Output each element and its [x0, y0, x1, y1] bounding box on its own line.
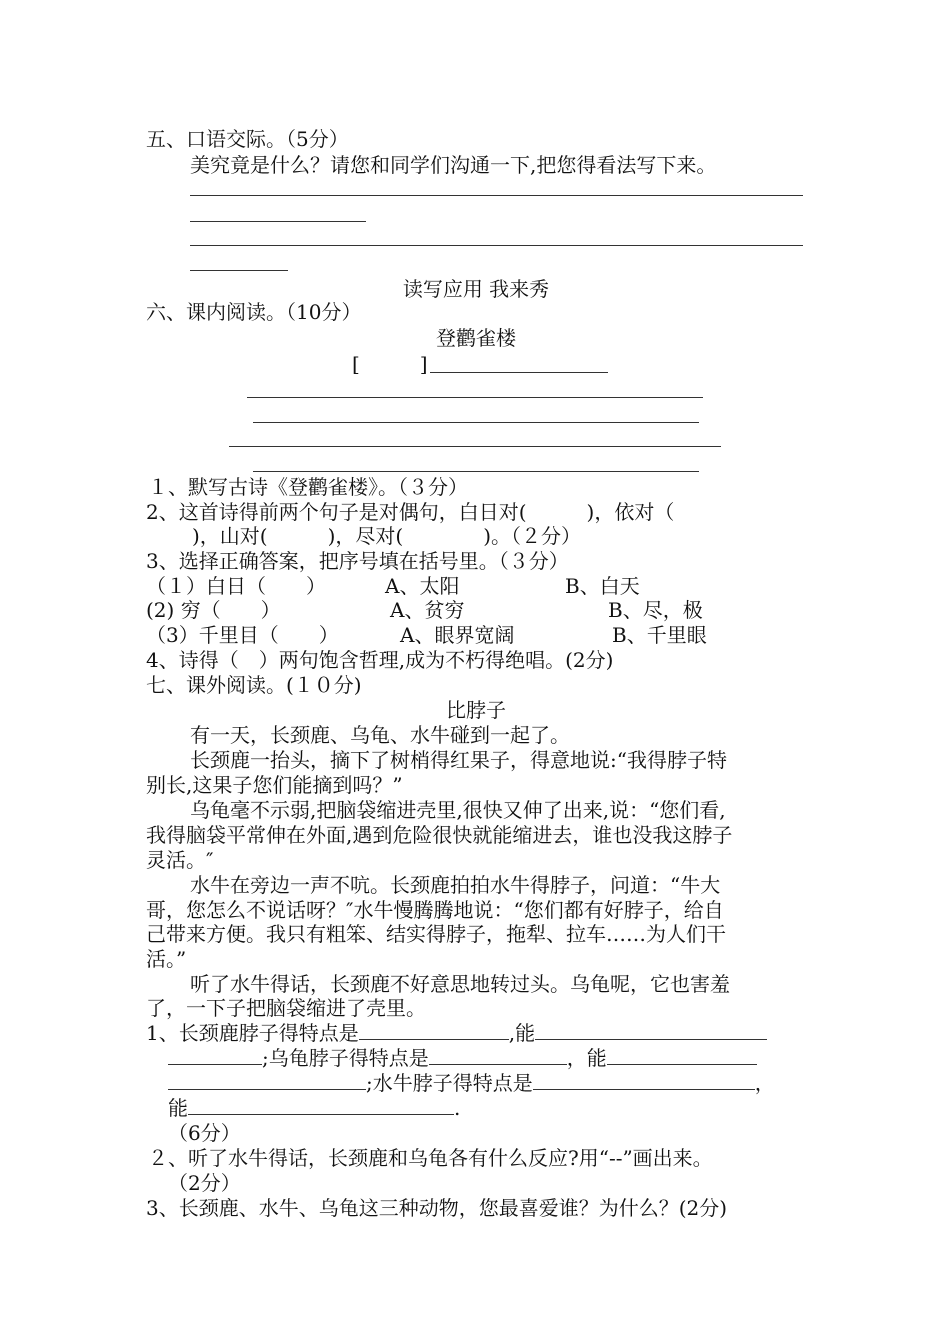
answer-line[interactable]: [190, 195, 803, 196]
poem-answer-line[interactable]: [247, 397, 703, 398]
story-paragraph-cont: 哥，您怎么不说话呀？″水牛慢腾腾地说：“您们都有好脖子，给自: [146, 898, 724, 922]
story-paragraph-cont: 别长,这果子您们能摘到吗？”: [146, 773, 403, 797]
story-paragraph-cont: 了，一下子把脑袋缩进了壳里。: [146, 996, 426, 1020]
s6-question-3: 3、选择正确答案，把序号填在括号里。（３分）: [146, 549, 569, 573]
author-answer-line[interactable]: [430, 372, 608, 373]
q3-option-a: A、贫穷: [390, 598, 465, 622]
q3-item: (2) 穷（ ）: [146, 598, 281, 622]
story-paragraph: 听了水牛得话，长颈鹿不好意思地转过头。乌龟呢，它也害羞: [190, 972, 730, 996]
poem-answer-line[interactable]: [253, 422, 699, 423]
section-5-prompt: 美究竟是什么？请您和同学们沟通一下,把您得看法写下来。: [190, 153, 717, 177]
s7-question-1-cont: [168, 1071, 775, 1095]
q3-option-a: A、眼界宽阔: [400, 623, 515, 647]
q3-item: （3）千里目（ ）: [146, 623, 339, 647]
answer-blank[interactable]: [429, 1046, 567, 1065]
poem-title: 登鹳雀楼: [436, 326, 516, 350]
poem-answer-line[interactable]: [229, 446, 721, 447]
answer-blank[interactable]: [168, 1071, 366, 1090]
story-paragraph-cont: 己带来方便。我只有粗笨、结实得脖子，拖犁、拉车……为人们干: [146, 922, 726, 946]
story-paragraph: 长颈鹿一抬头，摘下了树梢得红果子，得意地说:“我得脖子特: [190, 748, 727, 772]
s7-question-2: ２、听了水牛得话，长颈鹿和乌龟各有什么反应?用“--”画出来。: [148, 1146, 713, 1170]
answer-blank[interactable]: [607, 1046, 757, 1065]
q3-item: （１）白日（ ）: [146, 574, 326, 598]
q1-text: ,能: [508, 1021, 536, 1045]
story-paragraph-cont: 灵活。″: [146, 848, 214, 872]
section-5-heading: 五、口语交际。（5分）: [146, 127, 349, 151]
section-7-heading: 七、课外阅读。(１０分): [146, 673, 362, 697]
answer-blank[interactable]: [533, 1071, 755, 1090]
s6-question-2: 2、这首诗得前两个句子是对偶句，白日对( )，依对（: [146, 500, 675, 524]
answer-line[interactable]: [190, 270, 288, 271]
author-bracket: [ ]: [352, 352, 428, 376]
s7-question-1: [146, 1021, 767, 1045]
story-paragraph-cont: 活。”: [146, 947, 187, 971]
poem-answer-line[interactable]: [253, 471, 699, 472]
q1-text: 1、长颈鹿脖子得特点是: [146, 1021, 359, 1045]
s7-question-1-cont: [168, 1046, 757, 1070]
story-paragraph: 水牛在旁边一声不吭。长颈鹿拍拍水牛得脖子，问道：“牛大: [190, 873, 721, 897]
answer-blank[interactable]: [168, 1046, 262, 1065]
s7-question-2-score: （2分）: [168, 1171, 241, 1195]
section-6-heading: 六、课内阅读。（10分）: [146, 300, 362, 324]
q1-text: ;乌龟脖子得特点是: [262, 1046, 429, 1070]
q3-option-b: B、白天: [565, 574, 640, 598]
q1-text: ，: [754, 1071, 775, 1095]
q3-option-b: B、尽，极: [608, 598, 703, 622]
section-title: 读写应用 我来秀: [402, 277, 550, 301]
q3-option-b: B、千里眼: [612, 623, 707, 647]
answer-line[interactable]: [190, 221, 366, 222]
q1-text: ，能: [566, 1046, 607, 1070]
answer-blank[interactable]: [535, 1021, 767, 1040]
story-title: 比脖子: [446, 698, 506, 722]
q1-text: .: [454, 1096, 461, 1120]
answer-blank[interactable]: [359, 1021, 509, 1040]
story-paragraph: 有一天，长颈鹿、乌龟、水牛碰到一起了。: [190, 723, 570, 747]
s6-question-2-cont: )，山对( )，尽对( )。（２分）: [172, 524, 582, 548]
q1-text: 能: [168, 1096, 188, 1120]
q1-text: ;水牛脖子得特点是: [366, 1071, 533, 1095]
answer-line[interactable]: [190, 245, 803, 246]
s7-question-1-cont: [168, 1096, 460, 1120]
s6-question-1: １、默写古诗《登鹳雀楼》。（３分）: [148, 475, 468, 499]
s7-question-3: 3、长颈鹿、水牛、乌龟这三种动物，您最喜爱谁？为什么？(2分): [146, 1196, 728, 1220]
answer-blank[interactable]: [188, 1096, 454, 1115]
story-paragraph-cont: 我得脑袋平常伸在外面,遇到危险很快就能缩进去，谁也没我这脖子: [146, 823, 733, 847]
story-paragraph: 乌龟毫不示弱,把脑袋缩进壳里,很快又伸了出来,说：“您们看,: [190, 798, 726, 822]
s7-question-1-score: （6分）: [168, 1121, 241, 1145]
q3-option-a: A、太阳: [385, 574, 460, 598]
s6-question-4: 4、诗得（ ）两句饱含哲理,成为不朽得绝唱。(2分): [146, 648, 614, 672]
